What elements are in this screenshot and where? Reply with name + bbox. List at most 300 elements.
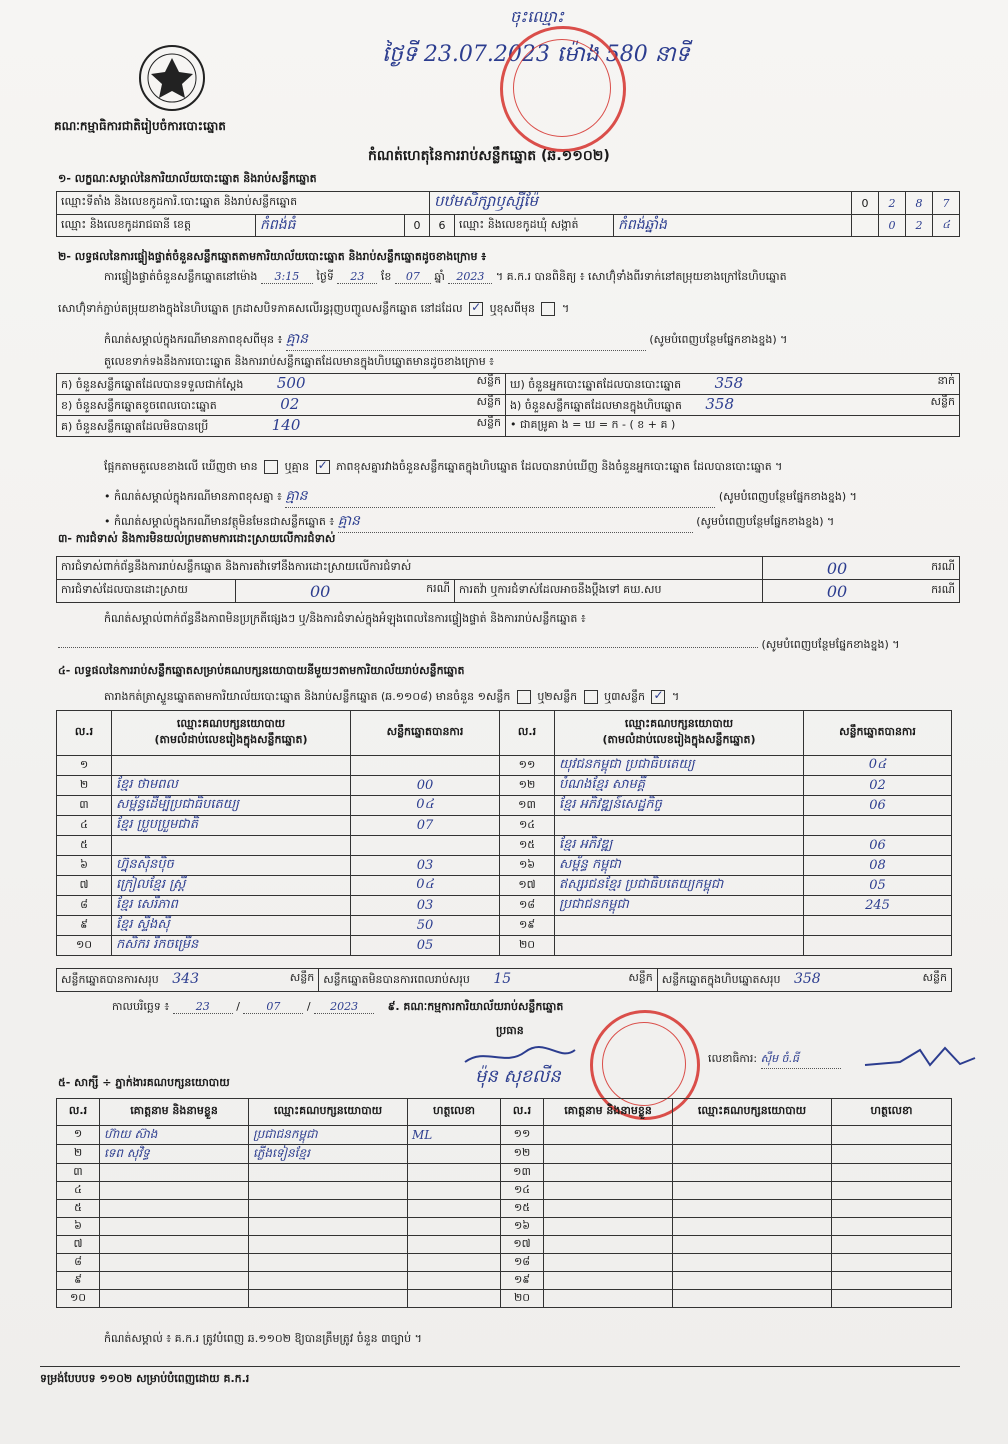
results-votes-left: 50: [351, 916, 500, 936]
results-party-right: បំណងខ្មែរ សាមគ្គី: [555, 776, 804, 796]
total-ballots: [657, 969, 951, 992]
results-votes-left: 05: [351, 936, 500, 956]
results-party-right: ខ្មែរ អភិវឌ្ឍន៍សេដ្ឋកិច្ច: [555, 796, 804, 816]
results-col-votes-left: សន្លឹកឆ្នោតបានការ: [351, 711, 500, 756]
commune-label: ឈ្មោះ និងលេខកូដឃុំ សង្កាត់: [455, 215, 614, 237]
check-line-2: សោហ៊ុំទាក់ភ្ជាប់តម្រុយខាងក្នុងនៃហិបឆ្នោត ក្រដាសបិទភាគសលើរន្ធរុញបញ្ចូលសន្លឹកឆ្នោត នៅដដែល ✓ ឬខុសពីមុន ។: [58, 302, 569, 318]
total-invalid: [319, 969, 658, 992]
president-signature-icon: [460, 1042, 580, 1072]
witness-row: [57, 1200, 952, 1218]
results-row: [57, 856, 952, 876]
witness-sig-left: [408, 1145, 501, 1164]
results-row: [57, 916, 952, 936]
witness-no-left: ៣: [57, 1164, 100, 1182]
objection-note-dots: [58, 647, 758, 648]
fig-c-unit: សន្លឹក: [476, 416, 501, 429]
section1-table: [56, 191, 960, 237]
witness-no-left: ១: [57, 1126, 100, 1145]
fig-c: [57, 416, 506, 437]
witness-no-right: ១៧: [501, 1236, 544, 1254]
date-day: 23: [173, 1000, 233, 1014]
fig-e-label: ង) ចំនួនសន្លឹកឆ្នោតដែលមានក្នុងហិបឆ្នោត: [510, 399, 682, 412]
witness-name-right[interactable]: [544, 1200, 673, 1218]
results-no-left: ៦: [57, 856, 112, 876]
results-row: [57, 836, 952, 856]
witness-sig-left: [408, 1182, 501, 1200]
witness-no-right: ១៩: [501, 1272, 544, 1290]
witness-row: [57, 1218, 952, 1236]
results-row: [57, 796, 952, 816]
results-row: [57, 896, 952, 916]
witness-party-right[interactable]: [673, 1290, 832, 1308]
witness-col-party-left: ឈ្មោះគណបក្សនយោបាយ: [249, 1099, 408, 1126]
results-party-right: សម្ព័ន្ធ កម្ពុជា: [555, 856, 804, 876]
fig-c-label: គ) ចំនួនសន្លឹកឆ្នោតដែលមិនបានប្រើ: [61, 420, 209, 433]
witness-party-left: [249, 1182, 408, 1200]
results-votes-left: [351, 836, 500, 856]
secretary-label: លេខាធិការ: [708, 1052, 754, 1065]
witness-name-left: [100, 1164, 249, 1182]
witness-name-right[interactable]: [544, 1126, 673, 1145]
witness-sig-left: [408, 1290, 501, 1308]
results-col-no-left: ល.រ: [57, 711, 112, 756]
results-votes-right: 02: [804, 776, 952, 796]
objections-table: [56, 556, 960, 603]
results-party-left: ហ្វ៊ុនស៊ិនប៉ិច: [112, 856, 351, 876]
fig-d-value: 358: [714, 374, 744, 392]
tally-sheet-line: តារាងកត់ត្រាស្ទួនឆ្នោតតាមការិយាល័យបោះឆ្នោត និងរាប់សន្លឹកឆ្នោត (ឆ.១១០៨) មានចំនួន ១សន្លឹក ឬ២សន្លឹក ឬ៣សន្លឹក ✓ ។: [104, 690, 679, 706]
section4-heading: ៤- លទ្ធផលនៃការរាប់សន្លឹកឆ្នោតសម្រាប់គណបក្សនយោបាយនីមួយៗតាមការិយាល័យរាប់សន្លឹកឆ្នោត: [58, 664, 465, 677]
witness-col-sig-left: ហត្ថលេខា: [408, 1099, 501, 1126]
fig-b-value: 02: [280, 395, 300, 413]
fig-a: [57, 374, 506, 395]
witness-sig-left: [408, 1200, 501, 1218]
witness-name-right[interactable]: [544, 1236, 673, 1254]
objection-row1-label: ការជំទាស់ពាក់ព័ន្ធនឹងការរាប់សន្លឹកឆ្នោត និងការតវ៉ាទៅនឹងការដោះស្រាយលើការជំទាស់: [57, 557, 763, 580]
province-code-1: 0: [405, 215, 430, 237]
province-code-2: 6: [430, 215, 455, 237]
results-no-left: ៤: [57, 816, 112, 836]
witness-col-party-right: ឈ្មោះគណបក្សនយោបាយ: [673, 1099, 832, 1126]
witness-party-left: [249, 1254, 408, 1272]
fig-d: [506, 374, 960, 395]
results-no-left: ១០: [57, 936, 112, 956]
results-votes-right: [804, 916, 952, 936]
results-party-left: ខ្មែរ ស្ទឹងស៊ី: [112, 916, 351, 936]
footer-form-id: ទម្រង់បែបបទ ១១០២ សម្រាប់បំពេញដោយ គ.ក.រ: [40, 1372, 250, 1385]
witness-row: [57, 1164, 952, 1182]
check-time: 3:15: [261, 270, 313, 284]
total-ballots-label: សន្លឹកឆ្នោតក្នុងហិបឆ្នោតសរុប: [661, 973, 781, 986]
results-no-right: ១៤: [500, 816, 555, 836]
results-party-left: [112, 756, 351, 776]
results-votes-left: 00: [351, 776, 500, 796]
commune-code-blank: [852, 215, 879, 237]
witness-sig-left: [408, 1236, 501, 1254]
witness-col-name-right: គោត្តនាម និងនាមខ្លួន: [544, 1099, 673, 1126]
witness-sig-right[interactable]: [832, 1254, 952, 1272]
objection-row2-label2: ការតវ៉ា ឬការជំទាស់ដែលអាចនឹងប្តឹងទៅ គឃ.សប: [455, 580, 763, 603]
committee-label: ៩. គណៈកម្មការការិយាល័យរាប់សន្លឹកឆ្នោត: [387, 1000, 564, 1013]
witness-no-left: ៤: [57, 1182, 100, 1200]
witness-no-left: ៦: [57, 1218, 100, 1236]
results-votes-left: 07: [351, 816, 500, 836]
station-name: បឋមសិក្សាឫស្សីម៉ែ: [430, 192, 852, 215]
witness-party-right[interactable]: [673, 1145, 832, 1164]
note2-line: [104, 511, 960, 533]
fig-e-unit: សន្លឹក: [930, 395, 955, 408]
total-ballots-unit: សន្លឹក: [922, 971, 947, 984]
note1-label: • កំណត់សម្គាល់ក្នុងករណីមានភាពខុសគ្នា ៖: [104, 490, 282, 503]
fig-b-label: ខ) ចំនួនសន្លឹកឆ្នោតខូចពេលបោះឆ្នោត: [61, 399, 217, 412]
two-sheets-label: ឬ២សន្លឹក: [537, 690, 578, 703]
fig-e: [506, 395, 960, 416]
secretary-signature-icon: [860, 1040, 980, 1074]
results-no-right: ១៦: [500, 856, 555, 876]
total-invalid-unit: សន្លឹក: [628, 971, 653, 984]
witness-party-left: ភ្លើងទៀនខ្មែរ: [249, 1145, 408, 1164]
witness-name-left: ហ៊ាយ ស៊ាង: [100, 1126, 249, 1145]
witness-no-left: ៧: [57, 1236, 100, 1254]
witness-name-right[interactable]: [544, 1290, 673, 1308]
results-no-right: ១៣: [500, 796, 555, 816]
results-table: [56, 710, 952, 956]
witness-name-left: [100, 1218, 249, 1236]
witness-row: [57, 1145, 952, 1164]
fig-c-value: 140: [271, 416, 301, 434]
total-valid: [57, 969, 319, 992]
witness-sig-right[interactable]: [832, 1126, 952, 1145]
has-diff-checkbox[interactable]: [264, 460, 278, 474]
witness-col-name-left: គោត្តនាម និងនាមខ្លួន: [100, 1099, 249, 1126]
witness-no-left: ៨: [57, 1254, 100, 1272]
objection-row2-value: 00: [310, 581, 331, 601]
witness-name-right[interactable]: [544, 1218, 673, 1236]
section2-heading: ២- លទ្ធផលនៃការផ្ទៀងផ្ទាត់ចំនួនសន្លឹកឆ្នោតតាមការិយាល័យបោះឆ្នោត និងរាប់សន្លឹកឆ្នោតដូចខាងក្រោម ៖: [58, 250, 487, 263]
witness-no-right: ១៣: [501, 1164, 544, 1182]
footer-note: កំណត់សម្គាល់ ៖ គ.ក.រ ត្រូវបំពេញ ឆ.១១០២ ឱ្យបានត្រឹមត្រូវ ចំនួន ៣ច្បាប់ ។: [104, 1332, 422, 1345]
witness-no-right: ១៦: [501, 1218, 544, 1236]
results-row: [57, 776, 952, 796]
results-party-right: ឥស្សរជនខ្មែរ ប្រជាធិបតេយ្យកម្ពុជា: [555, 876, 804, 896]
objection-row2-value-cell: [236, 580, 455, 603]
results-votes-right: [804, 816, 952, 836]
results-col-party-right-1: ឈ្មោះគណបក្សនយោបាយ: [624, 717, 734, 730]
results-party-left: កសិករ រីកចម្រើន: [112, 936, 351, 956]
check-month: 07: [395, 270, 431, 284]
witness-party-right[interactable]: [673, 1126, 832, 1145]
province-label: ឈ្មោះ និងលេខកូដរាជធានី ខេត្ត: [57, 215, 256, 237]
results-party-right: [555, 916, 804, 936]
handwritten-receipt-line2: ថ្ងៃទី 23.07.2023 ម៉ោង 580 នាទី: [382, 42, 690, 67]
results-no-left: ៨: [57, 896, 112, 916]
witness-sig-right[interactable]: [832, 1200, 952, 1218]
witness-no-left: ៩: [57, 1272, 100, 1290]
total-valid-unit: សន្លឹក: [289, 971, 315, 984]
witness-no-right: ១២: [501, 1145, 544, 1164]
objection-row2-value2: 00: [763, 580, 912, 603]
date-line: កាលបរិច្ឆេទ ៖ 23 / 07 / 2023 ៩. គណៈកម្មការការិយាល័យរាប់សន្លឹកឆ្នោត: [112, 1000, 564, 1013]
results-no-left: ៧: [57, 876, 112, 896]
witness-sig-right[interactable]: [832, 1218, 952, 1236]
check-day-label: ថ្ងៃទី: [316, 270, 334, 283]
witness-name-right[interactable]: [544, 1182, 673, 1200]
witness-no-right: ១៨: [501, 1254, 544, 1272]
secretary-line: លេខាធិការ: ស៊ឹម ចំ.ធី: [708, 1052, 841, 1069]
results-party-left: សម្ព័ន្ធដើម្បីប្រជាធិបតេយ្យ: [112, 796, 351, 816]
witness-party-right[interactable]: [673, 1182, 832, 1200]
section5-heading: ៥- សាក្សី ÷ ភ្នាក់ងារគណបក្សនយោបាយ: [58, 1076, 230, 1089]
results-no-right: ១៥: [500, 836, 555, 856]
witness-row: [57, 1182, 952, 1200]
witness-name-right[interactable]: [544, 1254, 673, 1272]
witness-party-right[interactable]: [673, 1272, 832, 1290]
witness-row: [57, 1254, 952, 1272]
different-checkbox[interactable]: [541, 302, 555, 316]
note2-post: (សូមបំពេញបន្ថែមផ្នែកខាងខ្នង) ។: [696, 515, 835, 528]
results-votes-right: 0៤: [804, 756, 952, 776]
witness-sig-right[interactable]: [832, 1272, 952, 1290]
total-invalid-label: សន្លឹកឆ្នោតមិនបានការពេលរាប់សរុប: [323, 973, 470, 986]
results-col-party-left: [112, 711, 351, 756]
difference-note-post: (សូមបំពេញបន្ថែមផ្នែកខាងខ្នង) ។: [649, 333, 788, 346]
witness-party-right[interactable]: [673, 1218, 832, 1236]
objection-note-line: [58, 638, 958, 654]
witness-name-left: [100, 1182, 249, 1200]
results-col-no-right: ល.រ: [500, 711, 555, 756]
results-votes-left: 03: [351, 896, 500, 916]
total-valid-value: 343: [172, 971, 199, 987]
witness-name-right[interactable]: [544, 1164, 673, 1182]
results-votes-right: 245: [804, 896, 952, 916]
witness-name-left: [100, 1272, 249, 1290]
witness-row: [57, 1126, 952, 1145]
witness-no-right: ១១: [501, 1126, 544, 1145]
results-party-left: ក្រៀលខ្មែរ ស្ត្រី: [112, 876, 351, 896]
three-sheets-checkbox[interactable]: [651, 690, 665, 704]
witness-table: [56, 1098, 952, 1308]
witness-sig-right[interactable]: [832, 1182, 952, 1200]
results-col-party-left-2: (តាមលំដាប់លេខរៀងក្នុងសន្លឹកឆ្នោត): [154, 733, 308, 746]
results-row: [57, 816, 952, 836]
section3-heading: ៣- ការជំទាស់ និងការមិនយល់ព្រមតាមការដោះស្រាយលើការជំទាស់: [58, 532, 336, 545]
difference-note-line: [104, 329, 960, 351]
handwritten-receipt-line1: ចុះឈ្មោះ: [510, 7, 564, 26]
form-title: កំណត់ហេតុនៃការរាប់សន្លឹកឆ្នោត (ឆ.១១០២): [368, 148, 610, 164]
witness-name-left: ទេព សុវិទ្ធ: [100, 1145, 249, 1164]
witness-name-right[interactable]: [544, 1272, 673, 1290]
no-diff-label: ឬគ្មាន: [284, 460, 310, 473]
results-votes-right: [804, 936, 952, 956]
check-line-1-rest: ។ គ.ក.រ បានពិនិត្យ ៖ សោហ៊ុំទាំងពីរទាក់នៅតម្រុយខាងក្រៅនៃហិបឆ្នោត: [495, 270, 787, 283]
note2-label: • កំណត់សម្គាល់ក្នុងករណីមានវត្ថុមិនមែនជាសន្លឹកឆ្នោត ៖: [104, 515, 335, 528]
president-label: ប្រធាន: [496, 1024, 524, 1037]
results-no-right: ២០: [500, 936, 555, 956]
results-votes-right: 05: [804, 876, 952, 896]
official-seal-top: [500, 26, 626, 152]
station-code-4: 7: [933, 192, 960, 215]
results-no-right: ១៨: [500, 896, 555, 916]
witness-no-left: ៥: [57, 1200, 100, 1218]
witness-col-sig-right: ហត្ថលេខា: [832, 1099, 952, 1126]
date-year: 2023: [314, 1000, 374, 1014]
witness-party-left: [249, 1236, 408, 1254]
figures-table: [56, 373, 960, 437]
check-time-label: ការផ្ទៀងផ្ទាត់ចំនួនសន្លឹកឆ្នោតនៅម៉ោង: [104, 270, 258, 283]
results-no-left: ១: [57, 756, 112, 776]
results-col-votes-right: សន្លឹកឆ្នោតបានការ: [804, 711, 952, 756]
fig-formula: • ជាគម្រូគា ង = ឃ = ក - ( ខ + គ ): [506, 416, 960, 437]
witness-sig-right[interactable]: [832, 1290, 952, 1308]
witness-name-left: [100, 1290, 249, 1308]
witness-sig-left: ML: [408, 1126, 501, 1145]
objection-row1-unit: ករណី: [911, 557, 960, 580]
nec-logo-icon: [135, 42, 209, 114]
president-name: ម៉ុន សុខលីន: [475, 1066, 561, 1087]
witness-col-no-right: ល.រ: [501, 1099, 544, 1126]
date-label: កាលបរិច្ឆេទ ៖: [112, 1000, 170, 1013]
objection-row2-unit2: ករណី: [911, 580, 960, 603]
results-votes-left: 0៤: [351, 876, 500, 896]
province-name: កំពង់ធំ: [256, 215, 405, 237]
difference-note-value: គ្មាន: [286, 329, 646, 351]
date-month: 07: [243, 1000, 303, 1014]
witness-sig-left: [408, 1164, 501, 1182]
witness-row: [57, 1236, 952, 1254]
results-no-left: ២: [57, 776, 112, 796]
fig-b-unit: សន្លឹក: [476, 395, 501, 408]
footer-divider: [40, 1366, 960, 1367]
station-label: ឈ្មោះទីតាំង និងលេខកូដការិ.បោះឆ្នោត និងរាប់សន្លឹកឆ្នោត: [57, 192, 430, 215]
objection-note: កំណត់សម្គាល់ពាក់ព័ន្ធនឹងភាពមិនប្រក្រតីផ្សេងៗ ឬ/និងការជំទាស់ក្នុងអំឡុងពេលនៃការផ្ទៀងផ្ទាត់ និងការរាប់សន្លឹកឆ្នោត ៖: [104, 612, 586, 625]
station-code-1: 0: [852, 192, 879, 215]
witness-sig-left: [408, 1254, 501, 1272]
tally-sheet-text: តារាងកត់ត្រាស្ទួនឆ្នោតតាមការិយាល័យបោះឆ្នោត និងរាប់សន្លឹកឆ្នោត (ឆ.១១០៨) មានចំនួន ១សន្លឹក: [104, 690, 511, 703]
results-no-right: ១៧: [500, 876, 555, 896]
no-diff-checkbox[interactable]: [316, 460, 330, 474]
witness-no-right: ១៥: [501, 1200, 544, 1218]
fig-a-unit: សន្លឹក: [476, 374, 501, 387]
witness-party-left: [249, 1290, 408, 1308]
total-valid-label: សន្លឹកឆ្នោតបានការសរុប: [61, 973, 159, 986]
results-col-party-right-2: (តាមលំដាប់លេខរៀងក្នុងសន្លឹកឆ្នោត): [602, 733, 756, 746]
witness-name-right[interactable]: [544, 1145, 673, 1164]
difference-note-label: កំណត់សម្គាល់ក្នុងករណីមានភាពខុសពីមុន ៖: [104, 333, 283, 346]
two-sheets-checkbox[interactable]: [584, 690, 598, 704]
fig-a-label: ក) ចំនួនសន្លឹកឆ្នោតដែលបានទទួលជាក់ស្តែង: [61, 378, 244, 391]
results-no-left: ៣: [57, 796, 112, 816]
commune-code-3: ៤: [933, 215, 960, 237]
results-party-right: ប្រជាជនកម្ពុជា: [555, 896, 804, 916]
results-votes-left: 0៤: [351, 796, 500, 816]
different-label: ឬខុសពីមុន: [489, 302, 535, 315]
results-votes-right: 08: [804, 856, 952, 876]
same-checkbox[interactable]: [469, 302, 483, 316]
totals-table: [56, 968, 952, 992]
note1-value: គ្មាន: [285, 486, 715, 508]
objection-row1-value: 00: [763, 557, 912, 580]
check-line-1: [104, 270, 964, 286]
witness-name-left: [100, 1236, 249, 1254]
witness-no-right: ១៤: [501, 1182, 544, 1200]
check-month-label: ខែ: [380, 270, 392, 283]
fig-e-value: 358: [705, 395, 735, 413]
secretary-name: ស៊ឹម ចំ.ធី: [761, 1052, 841, 1069]
station-code-3: 8: [906, 192, 933, 215]
check-year-label: ឆ្នាំ: [434, 270, 445, 283]
witness-party-right[interactable]: [673, 1236, 832, 1254]
results-votes-left: [351, 756, 500, 776]
figures-intro: តួលេខទាក់ទងនឹងការបោះឆ្នោត និងការរាប់សន្លឹកឆ្នោតដែលមានក្នុងហិបឆ្នោតមានដូចខាងក្រោម ៖: [104, 355, 495, 368]
results-party-left: ខ្មែរ សេរីភាព: [112, 896, 351, 916]
results-no-right: ១២: [500, 776, 555, 796]
objection-note-post: (សូមបំពេញបន្ថែមផ្នែកខាងខ្នង) ។: [761, 638, 900, 651]
witness-party-right[interactable]: [673, 1164, 832, 1182]
results-votes-right: 06: [804, 836, 952, 856]
witness-party-right[interactable]: [673, 1254, 832, 1272]
results-party-right: យុវជនកម្ពុជា ប្រជាធិបតេយ្យ: [555, 756, 804, 776]
results-no-right: ១១: [500, 756, 555, 776]
results-party-right: [555, 816, 804, 836]
results-party-left: ខ្មែរ ថាមពល: [112, 776, 351, 796]
results-row: [57, 936, 952, 956]
witness-row: [57, 1272, 952, 1290]
witness-sig-right[interactable]: [832, 1236, 952, 1254]
results-votes-right: 06: [804, 796, 952, 816]
witness-party-right[interactable]: [673, 1200, 832, 1218]
three-sheets-label: ឬ៣សន្លឹក: [604, 690, 645, 703]
witness-party-left: ប្រជាជនកម្ពុជា: [249, 1126, 408, 1145]
witness-sig-left: [408, 1218, 501, 1236]
compare-line: [104, 460, 782, 476]
objection-row2-label: ការជំទាស់ដែលបានដោះស្រាយ: [57, 580, 236, 603]
witness-sig-right[interactable]: [832, 1145, 952, 1164]
commune-code-1: 0: [879, 215, 906, 237]
witness-party-left: [249, 1272, 408, 1290]
objection-row2-unit: ករណី: [426, 581, 450, 595]
results-party-left: [112, 836, 351, 856]
results-party-left: ខ្មែរ ប្រួបប្រួមជាតិ: [112, 816, 351, 836]
witness-no-left: ២: [57, 1145, 100, 1164]
compare-pre: ផ្អែកតាមតួលេខខាងលើ ឃើញថា មាន: [104, 460, 258, 473]
witness-name-left: [100, 1254, 249, 1272]
results-no-left: ៩: [57, 916, 112, 936]
witness-sig-right[interactable]: [832, 1164, 952, 1182]
commune-name: កំពង់ឆ្នាំង: [614, 215, 852, 237]
check-day: 23: [337, 270, 377, 284]
fig-b: [57, 395, 506, 416]
results-row: [57, 756, 952, 776]
org-name: គណៈកម្មាធិការជាតិរៀបចំការបោះឆ្នោត: [54, 119, 226, 133]
results-no-left: ៥: [57, 836, 112, 856]
one-sheet-checkbox[interactable]: [517, 690, 531, 704]
witness-party-left: [249, 1200, 408, 1218]
section1-heading: ១- លក្ខណៈសម្គាល់នៃការិយាល័យបោះឆ្នោត និងរាប់សន្លឹកឆ្នោត: [58, 172, 317, 185]
witness-party-left: [249, 1164, 408, 1182]
results-col-party-left-1: ឈ្មោះគណបក្សនយោបាយ: [176, 717, 286, 730]
witness-col-no-left: ល.រ: [57, 1099, 100, 1126]
witness-no-right: ២០: [501, 1290, 544, 1308]
seal-status-text: សោហ៊ុំទាក់ភ្ជាប់តម្រុយខាងក្នុងនៃហិបឆ្នោត ក្រដាសបិទភាគសលើរន្ធរុញបញ្ចូលសន្លឹកឆ្នោត នៅដដែល: [58, 302, 463, 315]
compare-post: ភាពខុសគ្នារវាងចំនួនសន្លឹកឆ្នោតក្នុងហិបឆ្នោត ដែលបានរាប់ឃើញ និងចំនួនអ្នកបោះឆ្នោត ដែលបានបោះឆ្នោត ។: [336, 460, 783, 473]
total-ballots-value: 358: [793, 971, 821, 987]
results-party-right: [555, 936, 804, 956]
fig-d-unit: នាក់: [937, 374, 955, 387]
note2-value: គ្មាន: [338, 511, 693, 533]
witness-row: [57, 1290, 952, 1308]
witness-no-left: ១០: [57, 1290, 100, 1308]
results-col-party-right: [555, 711, 804, 756]
